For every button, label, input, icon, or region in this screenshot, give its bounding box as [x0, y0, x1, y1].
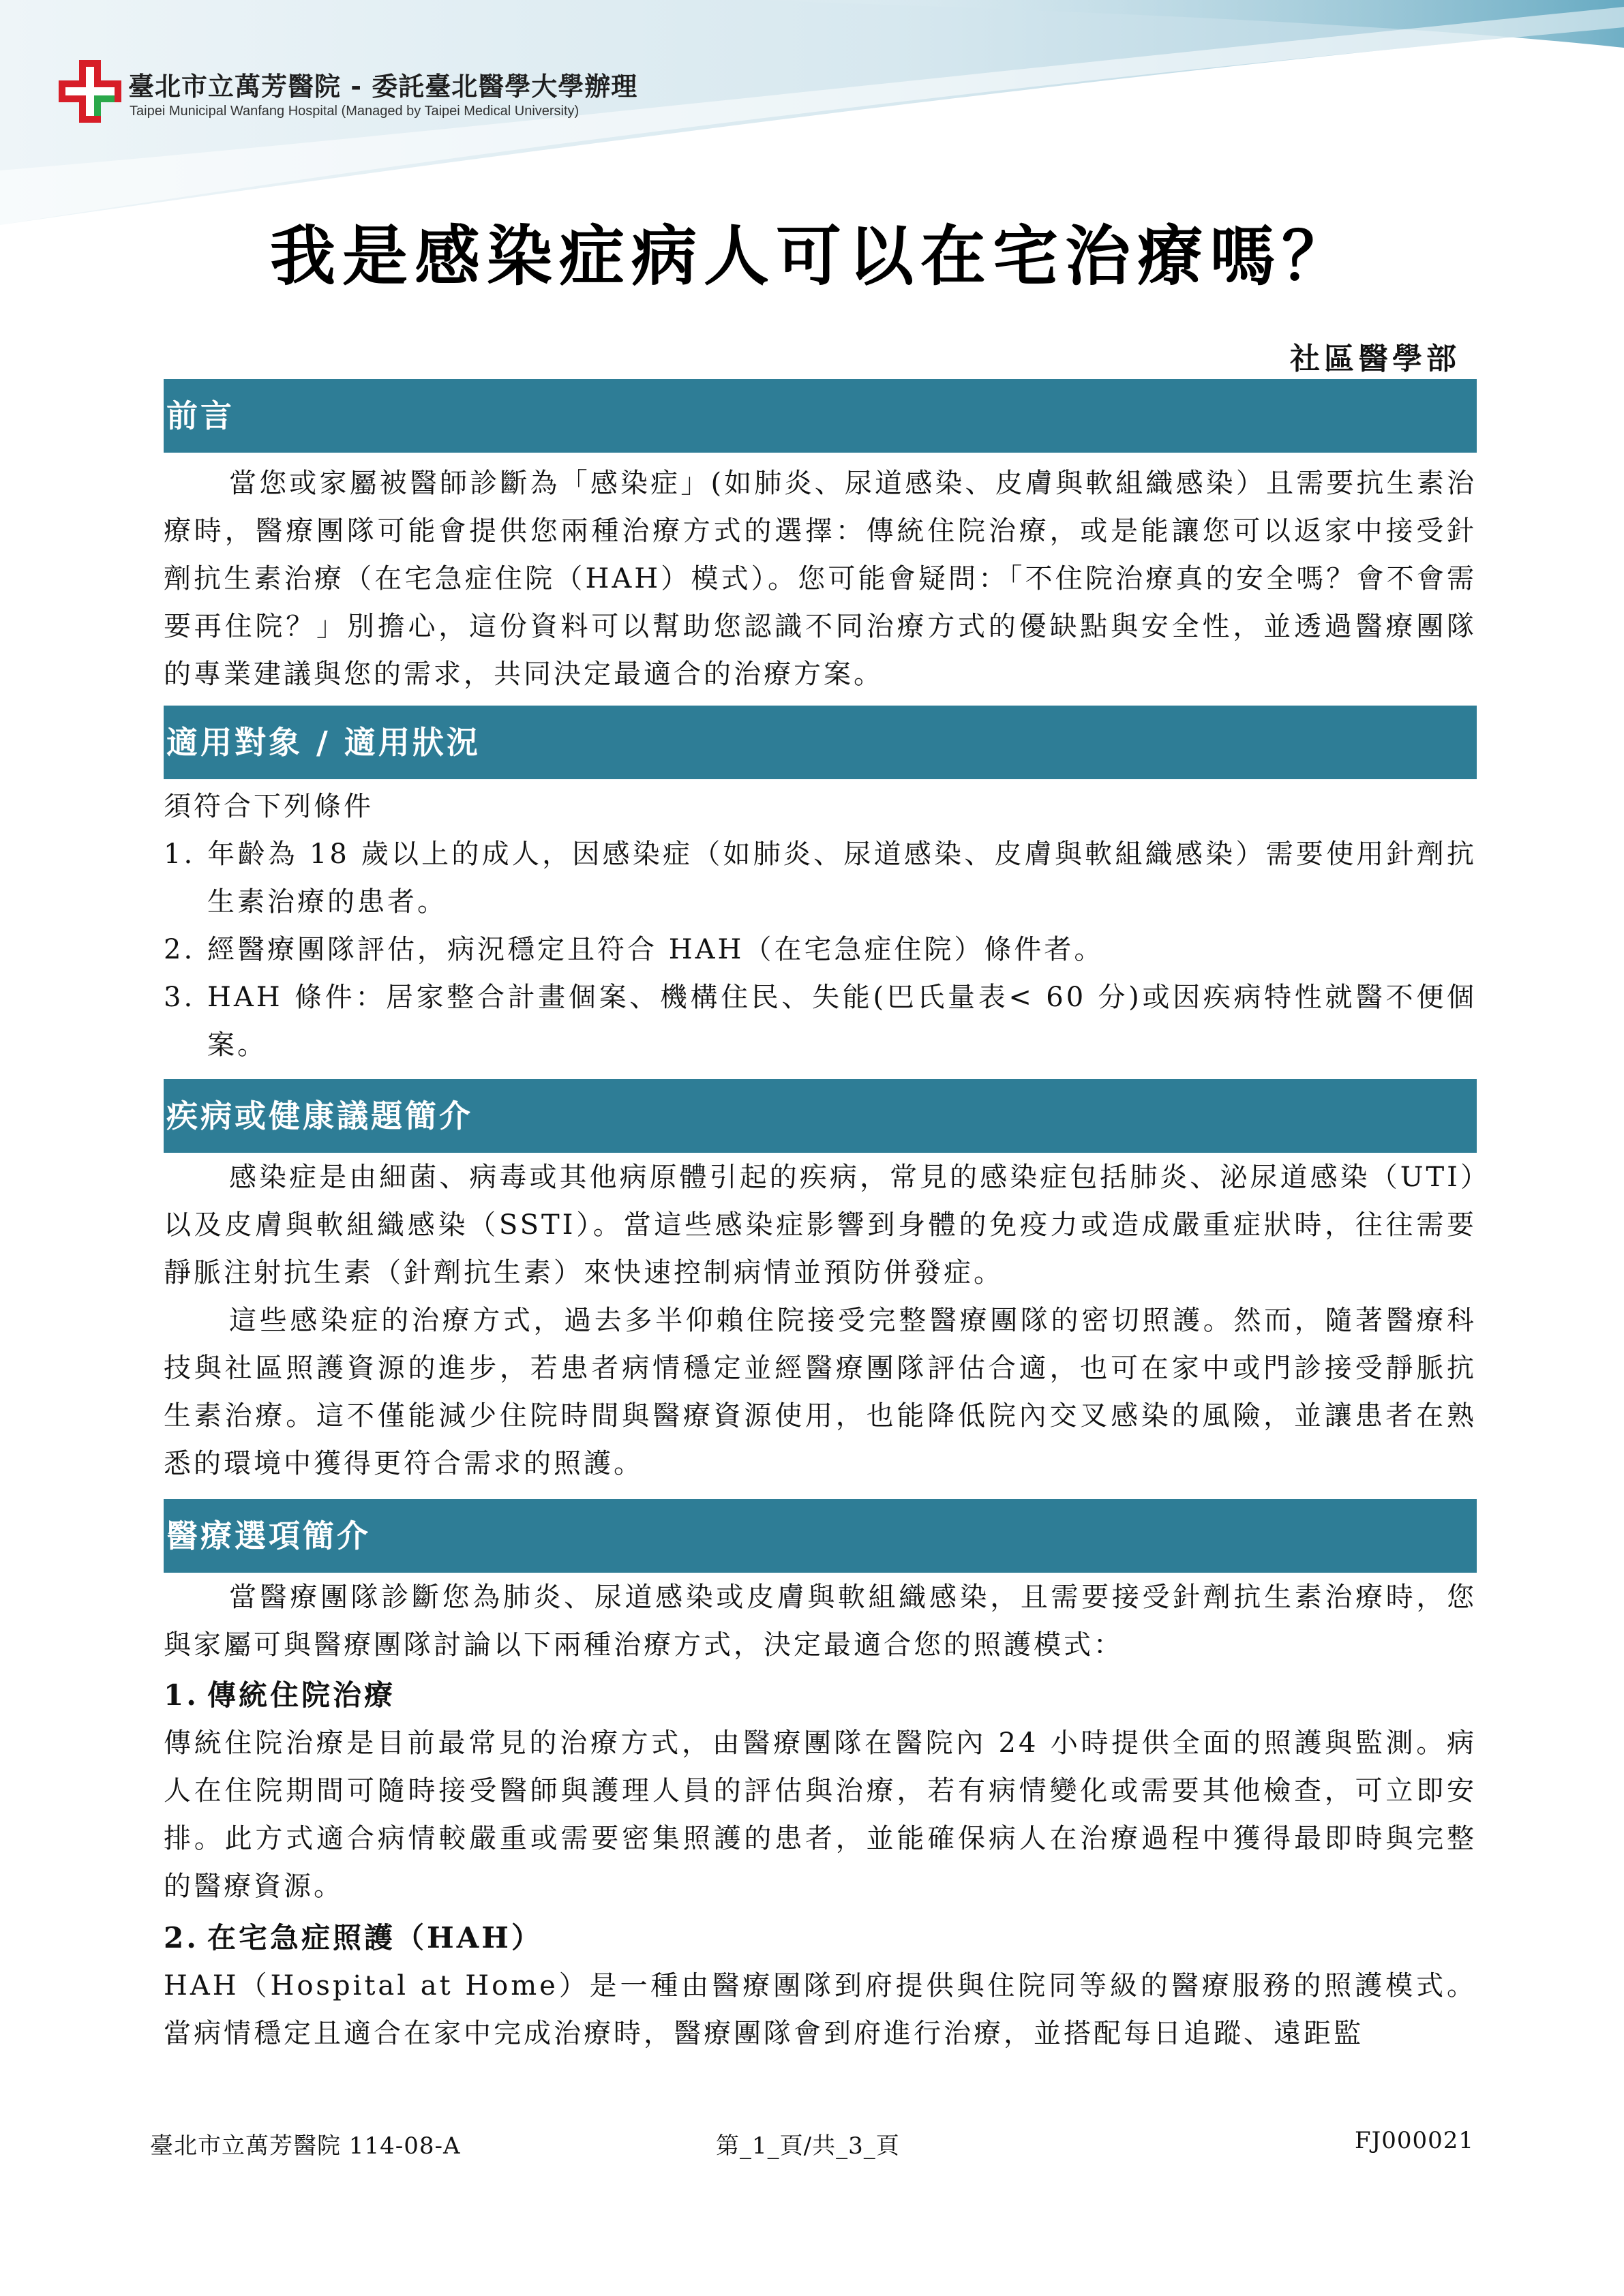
option-2-title: 2. 在宅急症照護（HAH）: [164, 1921, 543, 1954]
eligibility-intro: 須符合下列條件: [164, 791, 374, 822]
options-intro: 當醫療團隊診斷您為肺炎、尿道感染或皮膚與軟組織感染，且需要接受針劑抗生素治療時，您與家屬可與醫療團隊討論以下兩種治療方式，決定最適合您的照護模式：: [164, 1582, 1477, 1661]
footer-form-id: FJ000021: [1354, 2127, 1474, 2154]
option-1-title: 1. 傳統住院治療: [164, 1678, 396, 1712]
section-heading-eligibility: 適用對象 / 適用狀況: [164, 706, 1477, 779]
footer-document-code: 臺北市立萬芳醫院 114-08-A: [150, 2132, 461, 2160]
hospital-logo: [59, 60, 121, 123]
section-heading-disease: 疾病或健康議題簡介: [164, 1079, 1477, 1153]
hospital-name: 臺北市立萬芳醫院 - 委託臺北醫學大學辦理: [128, 72, 638, 102]
footer-page-number: 第_1_頁/共_3_頁: [716, 2132, 900, 2160]
eligibility-item: 3. HAH 條件：居家整合計畫個案、機構住民、失能(巴氏量表< 60 分)或因疾病特性就醫不便個案。: [164, 982, 1477, 1061]
preface-paragraph: 當您或家屬被醫師診斷為「感染症」(如肺炎、尿道感染、皮膚與軟組織感染）且需要抗生素治療時，醫療團隊可能會提供您兩種治療方式的選擇：傳統住院治療，或是能讓您可以返家中接受針劑抗生素治療（在宅急症住院（HAH）模式）。您可能會疑問：「不住院治療真的安全嗎？會不會需要再住院？」別擔心，這份資料可以幫助您認識不同治療方式的優缺點與安全性，並透過醫療團隊的專業建議與您的需求，共同決定最適合的治療方案。: [164, 468, 1477, 690]
department: 社區醫學部: [1290, 342, 1460, 376]
section-heading-options: 醫療選項簡介: [164, 1499, 1477, 1573]
disease-paragraph-2: 這些感染症的治療方式，過去多半仰賴住院接受完整醫療團隊的密切照護。然而，隨著醫療科技與社區照護資源的進步，若患者病情穩定並經醫療團隊評估合適，也可在家中或門診接受靜脈抗生素治療。這不僅能減少住院時間與醫療資源使用，也能降低院內交叉感染的風險，並讓患者在熟悉的環境中獲得更符合需求的照護。: [164, 1305, 1477, 1479]
disease-paragraph-1: 感染症是由細菌、病毒或其他病原體引起的疾病，常見的感染症包括肺炎、泌尿道感染（UTI）以及皮膚與軟組織感染（SSTI）。當這些感染症影響到身體的免疫力或造成嚴重症狀時，往往需要靜脈注射抗生素（針劑抗生素）來快速控制病情並預防併發症。: [164, 1162, 1477, 1288]
eligibility-item: 1. 年齡為 18 歲以上的成人，因感染症（如肺炎、尿道感染、皮膚與軟組織感染）需要使用針劑抗生素治療的患者。: [164, 839, 1477, 918]
eligibility-item: 2. 經醫療團隊評估，病況穩定且符合 HAH（在宅急症住院）條件者。: [164, 934, 1104, 965]
hospital-name-english: Taipei Municipal Wanfang Hospital (Managed by Taipei Medical University): [130, 104, 580, 119]
option-2-text: HAH（Hospital at Home）是一種由醫療團隊到府提供與住院同等級的醫療服務的照護模式。當病情穩定且適合在家中完成治療時，醫療團隊會到府進行治療，並搭配每日追蹤、遠距監: [164, 1970, 1477, 2049]
section-heading-preface: 前言: [164, 379, 1477, 453]
option-1-text: 傳統住院治療是目前最常見的治療方式，由醫療團隊在醫院內 24 小時提供全面的照護與監測。病人在住院期間可隨時接受醫師與護理人員的評估與治療，若有病情變化或需要其他檢查，可立即安排。此方式適合病情較嚴重或需要密集照護的患者，並能確保病人在治療過程中獲得最即時與完整的醫療資源。: [164, 1727, 1477, 1902]
page-title: 我是感染症病人可以在宅治療嗎？: [270, 217, 1354, 294]
